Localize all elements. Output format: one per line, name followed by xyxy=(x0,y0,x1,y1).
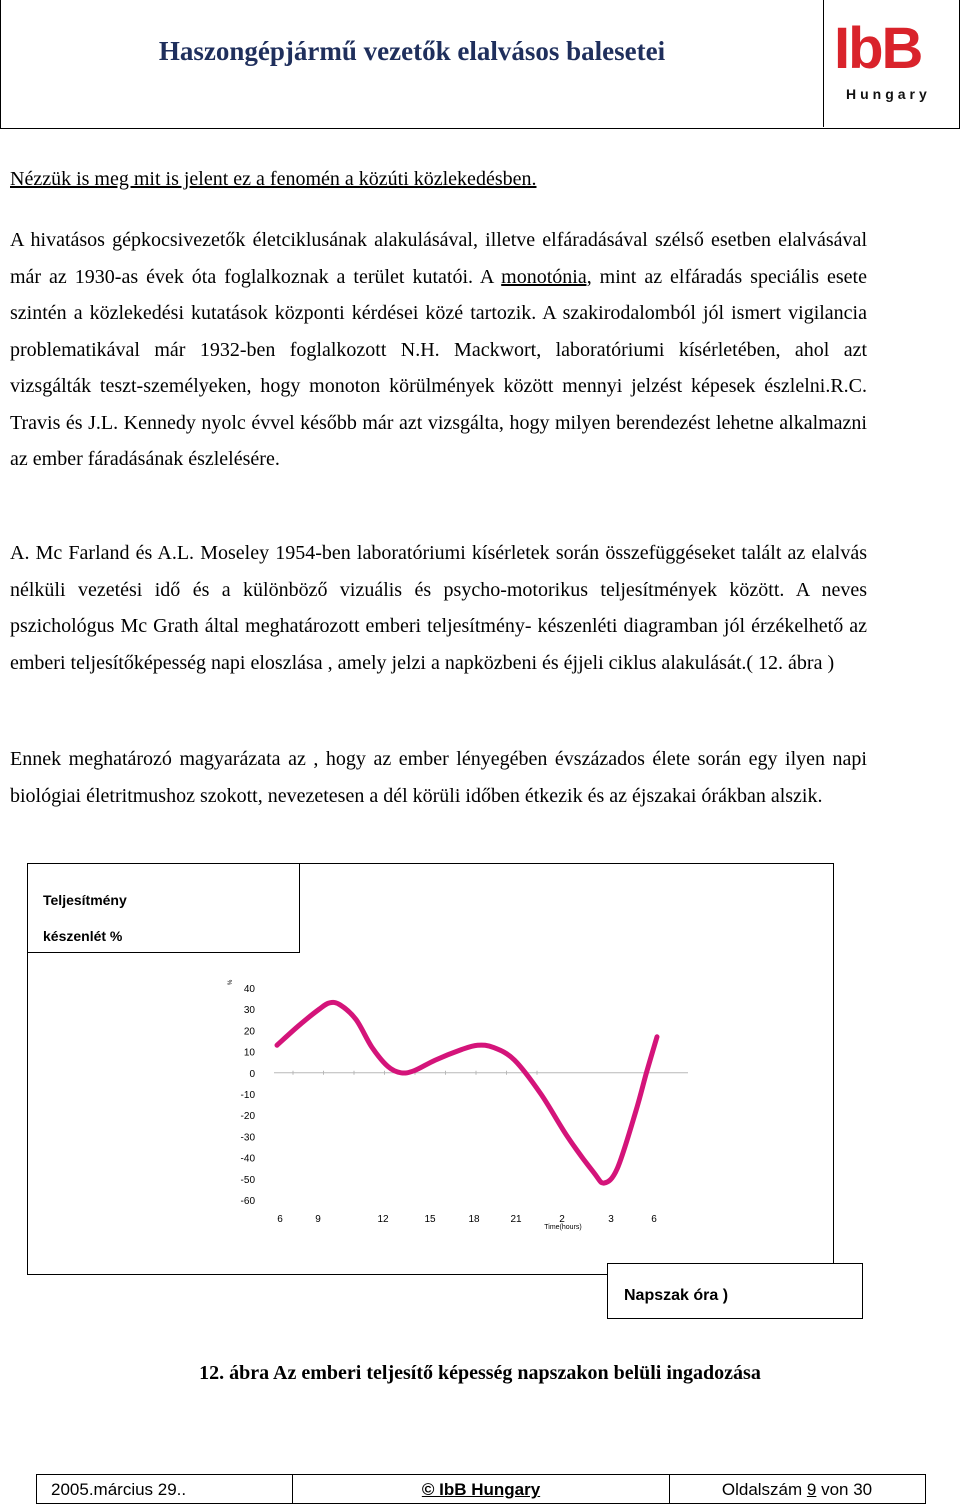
y-tick-label: -20 xyxy=(240,1111,255,1123)
y-tick-label: -30 xyxy=(240,1132,255,1144)
x-tick-label: 3 xyxy=(608,1214,614,1225)
x-tick-label: 15 xyxy=(424,1214,436,1225)
paragraph-research: A. Mc Farland és A.L. Moseley 1954-ben laboratóriumi kísérletek során összefüggéseket talált az elalvás nélküli vezetési idő és a különböző vizuális és psycho-motorikus teljesítmények között. A neves pszichológus Mc Grath által meghatározott emberi teljesítmény- készenléti diagramban jól érzékelhető az emberi teljesítőképesség napi eloszlása , amely jelzi a napközbeni és éjjeli ciklus alakulását.( 12. ábra ) xyxy=(10,542,867,674)
paragraph-intro: Nézzük is meg mit is jelent ez a fenomén a közúti közlekedésben. xyxy=(10,168,537,190)
x-tick-label: 18 xyxy=(468,1214,480,1225)
x-axis-label: Napszak óra ) xyxy=(624,1287,729,1304)
paragraph-history-a: A hivatásos gépkocsivezetők életciklusának alakulásával, illetve elfáradásával szélső esetben elalvásával már az 1930-as évek óta foglalkoznak a terület kutatói. A xyxy=(10,229,867,288)
x-axis-title: Time(hours) xyxy=(544,1224,582,1231)
x-tick-label: 12 xyxy=(377,1214,389,1225)
chart-ticks xyxy=(228,979,657,1231)
page-footer xyxy=(36,1474,926,1504)
y-tick-label: -40 xyxy=(240,1153,255,1165)
y-tick-label: -60 xyxy=(240,1196,255,1207)
x-tick-label: 21 xyxy=(510,1214,522,1225)
x-tick-label: 6 xyxy=(651,1214,657,1225)
y-axis-label-line2: készenlét % xyxy=(43,928,123,944)
footer-page-total: von 30 xyxy=(816,1480,873,1499)
y-unit-label: % xyxy=(228,979,234,985)
footer-page-label: Oldalszám xyxy=(721,1480,807,1499)
figure-caption: 12. ábra Az emberi teljesítő képesség napszakon belüli ingadozása xyxy=(199,1362,761,1384)
x-axis-label-box xyxy=(607,1263,863,1319)
chart-axes xyxy=(274,1071,688,1075)
footer-copyright xyxy=(293,1475,670,1503)
y-tick-label: -50 xyxy=(240,1174,255,1186)
performance-curve xyxy=(277,1002,657,1183)
monotonia-term: monotónia, xyxy=(501,265,592,288)
y-axis-label-line1: Teljesítmény xyxy=(43,892,127,908)
y-tick-label: 20 xyxy=(243,1026,255,1038)
y-tick-label: 40 xyxy=(243,984,255,995)
footer-copyright-text: © IbB Hungary xyxy=(421,1480,541,1499)
footer-page-current: 9 xyxy=(806,1480,817,1499)
footer-page-number xyxy=(669,1475,925,1503)
y-tick-label: 10 xyxy=(243,1047,255,1059)
x-tick-label: 2 xyxy=(559,1214,565,1225)
document-title-text: Haszongépjármű vezetők elalvásos balesetei xyxy=(158,36,666,66)
x-tick-label: 9 xyxy=(315,1214,321,1225)
y-tick-label: -10 xyxy=(240,1090,255,1101)
logo-country: Hungary xyxy=(846,86,931,102)
logo-letters: IbB xyxy=(834,16,922,81)
footer-date: 2005.március 29.. xyxy=(37,1475,293,1503)
x-tick-label: 6 xyxy=(277,1214,283,1225)
y-tick-label: 30 xyxy=(243,1005,255,1017)
y-tick-label: 0 xyxy=(249,1068,255,1080)
y-axis-label-box xyxy=(27,863,300,953)
paragraph-history-b: mint az elfáradás speciális esete szintén a közlekedési kutatások központi kérdései közé tartozik. A szakirodalomból jól ismert vigilancia problematikával már 1932-ben foglalkozott N.H. Mackwort, laboratóriumi kísérletében, ahol azt vizsgálták teszt-személyeken, hogy monoton körülmények között mennyi jelzést képesek észlelni.R.C. Travis és J.L. Kennedy nyolc évvel később már azt vizsgálta, hogy milyen berendezést lehetne alkalmazni az ember fáradásának észlelésére. xyxy=(10,265,867,470)
paragraph-explanation: Ennek meghatározó magyarázata az , hogy az ember lényegében évszázados élete során egy ilyen napi biológiai életritmushoz szokott, nevezetesen a dél körüli időben étkezik és az éjszakai órákban alszik. xyxy=(10,748,867,807)
